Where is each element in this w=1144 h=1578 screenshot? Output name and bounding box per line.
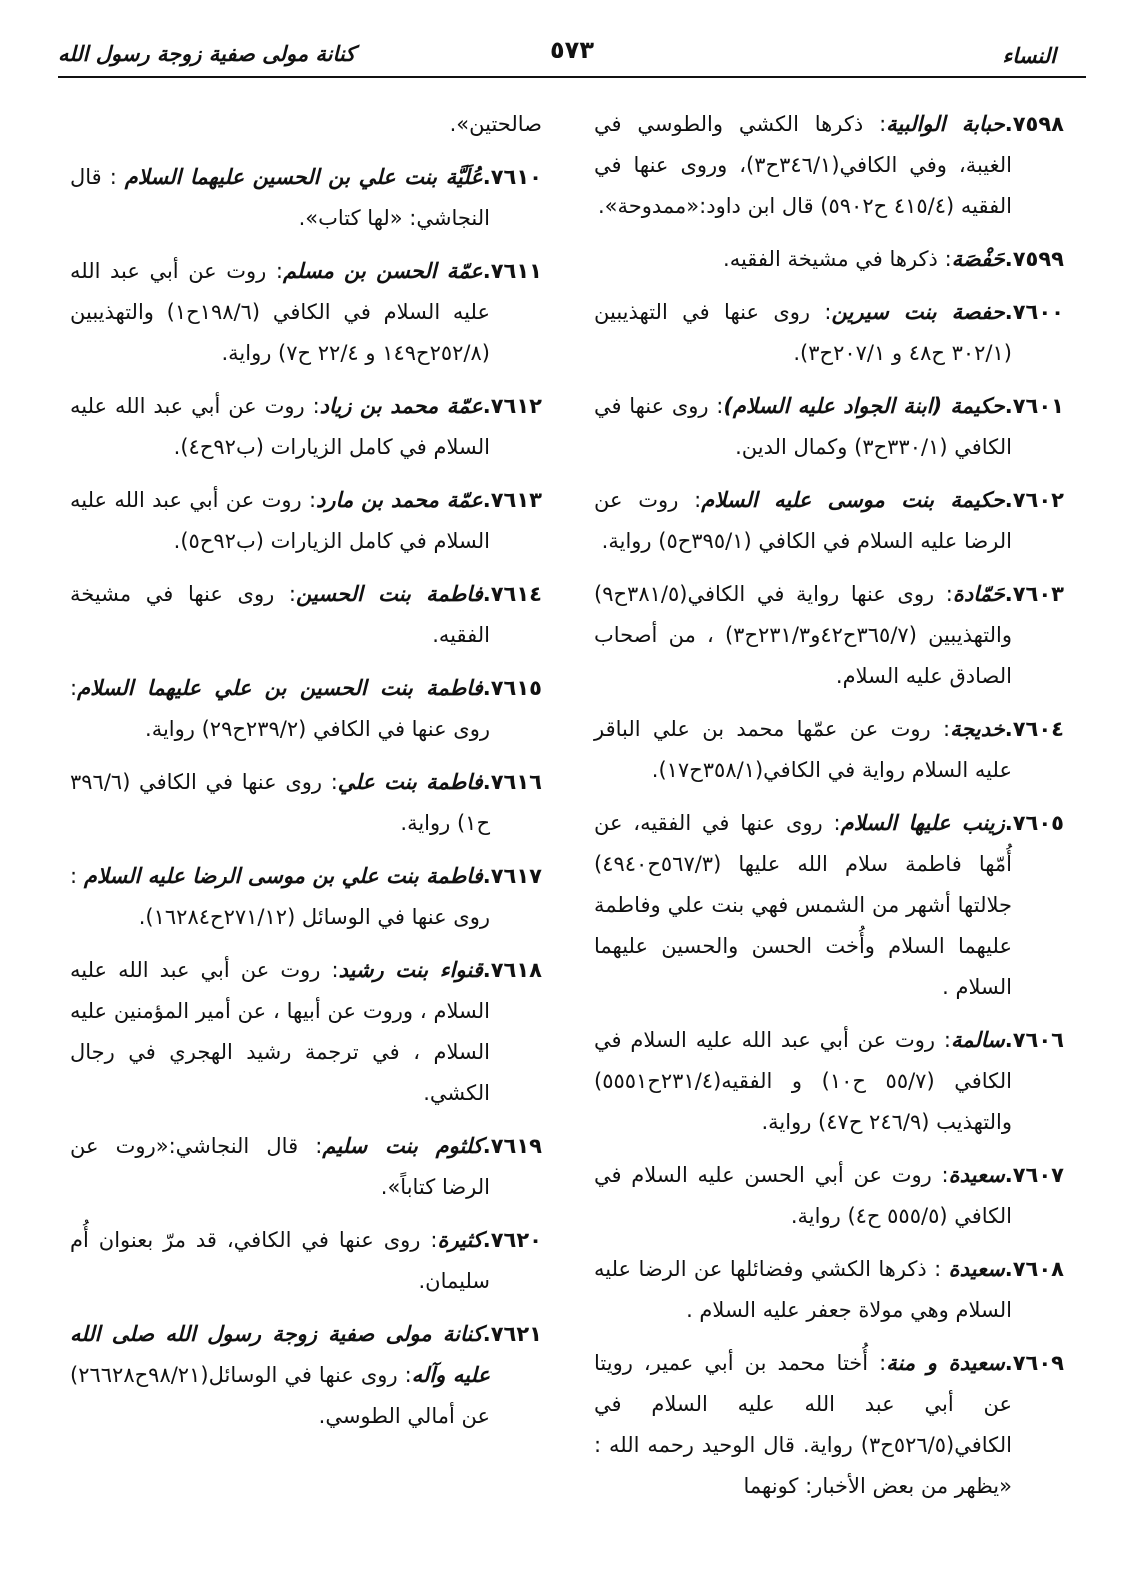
entry-text: : روت عن أبي عبد الله عليه السلام في الكافي (٥٥/٧ ح١٠) و الفقيه(٢٣١/٤ح٥٥٥١) والتهذيب (٢٤٦/٩ ح٤٧) رواية. — [594, 1028, 1013, 1134]
entry-name: عُلَيَّة بنت علي بن الحسين عليهما السلام — [124, 165, 483, 189]
biography-entry — [70, 1220, 542, 1302]
entry-text: صالحتين». — [449, 112, 542, 136]
entry-number: ٧٦٢١. — [482, 1322, 542, 1346]
entry-name: سالمة — [950, 1028, 1005, 1052]
entry-name: حكيمة بنت موسى عليه السلام — [701, 488, 1005, 512]
entry-number: ٧٦١٥. — [482, 676, 542, 700]
biography-entry — [70, 762, 542, 844]
entry-number: ٧٦١٨. — [482, 958, 542, 982]
right-column — [594, 104, 1064, 1519]
biography-entry — [70, 856, 542, 938]
entry-number: ٧٦١٧. — [482, 864, 542, 888]
entry-name: كثيرة — [437, 1228, 483, 1252]
entry-number: ٧٦٠٨. — [1004, 1257, 1064, 1281]
entry-name: فاطمة بنت علي — [337, 770, 483, 794]
entry-name: حَفْصَة — [951, 247, 1005, 271]
entry-name: عمّة محمد بن مارد — [316, 488, 483, 512]
entry-name: فاطمة بنت الحسين — [295, 582, 483, 606]
entry-number: ٧٦٠٦. — [1004, 1028, 1064, 1052]
entry-name: سعيدة و منة — [886, 1351, 1005, 1375]
entry-text: : روت عن الرضا عليه السلام في الكافي (٣٩٥/١ح٥) رواية. — [594, 488, 1012, 553]
entry-text: : ذكرها الكشي والطوسي في الغيبة، وفي الكافي(٣٤٦/١ح٣)، وروى عنها في الفقيه (٤١٥/٤ ح٥٩٠٢) قال ابن داود:«ممدوحة». — [594, 112, 1012, 218]
biography-entry — [594, 1155, 1064, 1237]
biography-entry — [70, 480, 542, 562]
biography-entry — [70, 668, 542, 750]
entry-number: ٧٦١٣. — [482, 488, 542, 512]
entry-number: ٧٦١١. — [482, 259, 542, 283]
entry-number: ٧٦٠٤. — [1004, 717, 1064, 741]
entry-text: : روى عنها في مشيخة الفقيه. — [70, 582, 490, 647]
entry-name: كلثوم بنت سليم — [322, 1134, 483, 1158]
entry-text: : روى عنها في الكافي (٢٣٩/٢ح٢٩) رواية. — [70, 676, 490, 741]
entry-text: : أُختا محمد بن أبي عمير، رويتا عن أبي عبد الله عليه السلام في الكافي(٥٢٦/٥ح٣) رواية. قال الوحيد رحمه الله : «يظهر من بعض الأخبار: كونهما — [594, 1351, 1012, 1498]
biography-entry — [594, 386, 1064, 468]
entry-number: ٧٦١٢. — [482, 394, 542, 418]
entry-text: : روى عنها في الفقيه، عن أُمّها فاطمة سلام الله عليها (٥٦٧/٣ح٤٩٤٠) جلالتها أشهر من الشمس فهي بنت علي وفاطمة عليهما السلام وأُخت الحسن والحسين عليهما السلام . — [594, 811, 1012, 999]
entry-name: خديجة — [950, 717, 1005, 741]
entry-text: : روت عن أبي عبد الله عليه السلام ، وروت عن أبيها ، عن أمير المؤمنين عليه السلام ، في ترجمة رشيد الهجري في رجال الكشي. — [70, 958, 490, 1105]
entry-number: ٧٦١٦. — [482, 770, 542, 794]
chapter-title: النساء — [1002, 44, 1056, 68]
biography-entry — [594, 1020, 1064, 1143]
entry-number: ٧٦١٠. — [482, 165, 542, 189]
left-column — [70, 104, 542, 1449]
biography-entry — [594, 574, 1064, 697]
biography-entry — [594, 1249, 1064, 1331]
entry-text: : قال النجاشي: «لها كتاب». — [70, 165, 490, 230]
page-number: ٥٧٣ — [550, 36, 594, 64]
entry-name: قنواء بنت رشيد — [338, 958, 483, 982]
biography-entry — [70, 1126, 542, 1208]
entry-name: كنانة مولى صفية زوجة رسول الله صلى الله عليه وآله — [70, 1322, 490, 1387]
entry-number: ٧٦٢٠. — [482, 1228, 542, 1252]
biography-entry — [594, 239, 1064, 280]
entry-text: : روى عنها في الكافي (٣٩٦/٦ ح١) رواية. — [70, 770, 490, 835]
entry-name: فاطمة بنت الحسين بن علي عليهما السلام — [77, 676, 483, 700]
biography-entry — [594, 803, 1064, 1008]
entry-text: : روى عنها رواية في الكافي(٣٨١/٥ح٩) والتهذيبين (٣٦٥/٧ح٤٢و٢٣١/٣ح٣) ، من أصحاب الصادق عليه السلام. — [594, 582, 1012, 688]
entry-text: : ذكرها الكشي وفضائلها عن الرضا عليه السلام وهي مولاة جعفر عليه السلام . — [594, 1257, 1012, 1322]
running-title: كنانة مولى صفية زوجة رسول الله — [58, 42, 356, 66]
entry-text: : قال النجاشي:«روت عن الرضا كتاباً». — [70, 1134, 490, 1199]
biography-entry — [594, 104, 1064, 227]
entry-name: عمّة الحسن بن مسلم — [282, 259, 483, 283]
entry-text: : روى عنها في الكافي (٣٣٠/١ح٣) وكمال الدين. — [594, 394, 1012, 459]
entry-name: زينب عليها السلام — [840, 811, 1005, 835]
entry-number: ٧٦١٩. — [482, 1134, 542, 1158]
biography-entry — [594, 292, 1064, 374]
biography-entry — [70, 104, 542, 145]
entry-name: حفصة بنت سيرين — [831, 300, 1005, 324]
entry-text: : روى عنها في الوسائل(٩٨/٢١ح٢٦٦٢٨) عن أمالي الطوسي. — [70, 1363, 490, 1428]
entry-number: ٧٦٠٧. — [1004, 1163, 1064, 1187]
entry-number: ٧٦٠٠. — [1004, 300, 1064, 324]
entry-text: : روى عنها في التهذيبين (٣٠٢/١ ح٤٨ و ٢٠٧/١ح٣). — [594, 300, 1012, 365]
entry-number: ٧٥٩٩. — [1004, 247, 1064, 271]
entry-number: ٧٦٠٢. — [1004, 488, 1064, 512]
entry-text: : ذكرها في مشيخة الفقيه. — [723, 247, 952, 271]
entry-number: ٧٥٩٨. — [1004, 112, 1065, 136]
entry-name: عمّة محمد بن زياد — [319, 394, 483, 418]
entry-name: سعيدة — [948, 1163, 1005, 1187]
biography-entry — [70, 251, 542, 374]
entry-text: : روت عن عمّها محمد بن علي الباقر عليه السلام رواية في الكافي(٣٥٨/١ح١٧). — [594, 717, 1012, 782]
entry-name: حبابة الوالبية — [886, 112, 1005, 136]
biography-entry — [594, 1343, 1064, 1507]
entry-text: : روى عنها في الوسائل (٢٧١/١٢ح١٦٢٨٤). — [70, 864, 490, 929]
entry-number: ٧٦٠٩. — [1004, 1351, 1064, 1375]
entry-text: : روت عن أبي عبد الله عليه السلام في كامل الزيارات (ب٩٢ح٤). — [70, 394, 490, 459]
entry-name: حكيمة (ابنة الجواد عليه السلام) — [723, 394, 1005, 418]
running-header — [58, 30, 1086, 78]
entry-number: ٧٦٠١. — [1004, 394, 1064, 418]
biography-entry — [70, 1314, 542, 1437]
entry-text: : روت عن أبي عبد الله عليه السلام في كامل الزيارات (ب٩٢ح٥). — [70, 488, 490, 553]
biography-entry — [70, 386, 542, 468]
entry-text: : روت عن أبي الحسن عليه السلام في الكافي (٥٥٥/٥ ح٤) رواية. — [594, 1163, 1012, 1228]
biography-entry — [594, 709, 1064, 791]
biography-entry — [70, 157, 542, 239]
entry-name: حَمّادة — [952, 582, 1005, 606]
biography-entry — [70, 574, 542, 656]
entry-number: ٧٦٠٥. — [1004, 811, 1064, 835]
entry-text: : روى عنها في الكافي، قد مرّ بعنوان أُم سليمان. — [70, 1228, 490, 1293]
entry-name: فاطمة بنت علي بن موسى الرضا عليه السلام — [83, 864, 483, 888]
entry-number: ٧٦١٤. — [482, 582, 542, 606]
entry-name: سعيدة — [948, 1257, 1005, 1281]
entry-number: ٧٦٠٣. — [1004, 582, 1064, 606]
entry-text: : روت عن أبي عبد الله عليه السلام في الكافي (١٩٨/٦ح١) والتهذيبين (٢٥٢/٨ح١٤٩ و ٢٢/٤ ح٧) رواية. — [70, 259, 490, 365]
biography-entry — [70, 950, 542, 1114]
biography-entry — [594, 480, 1064, 562]
